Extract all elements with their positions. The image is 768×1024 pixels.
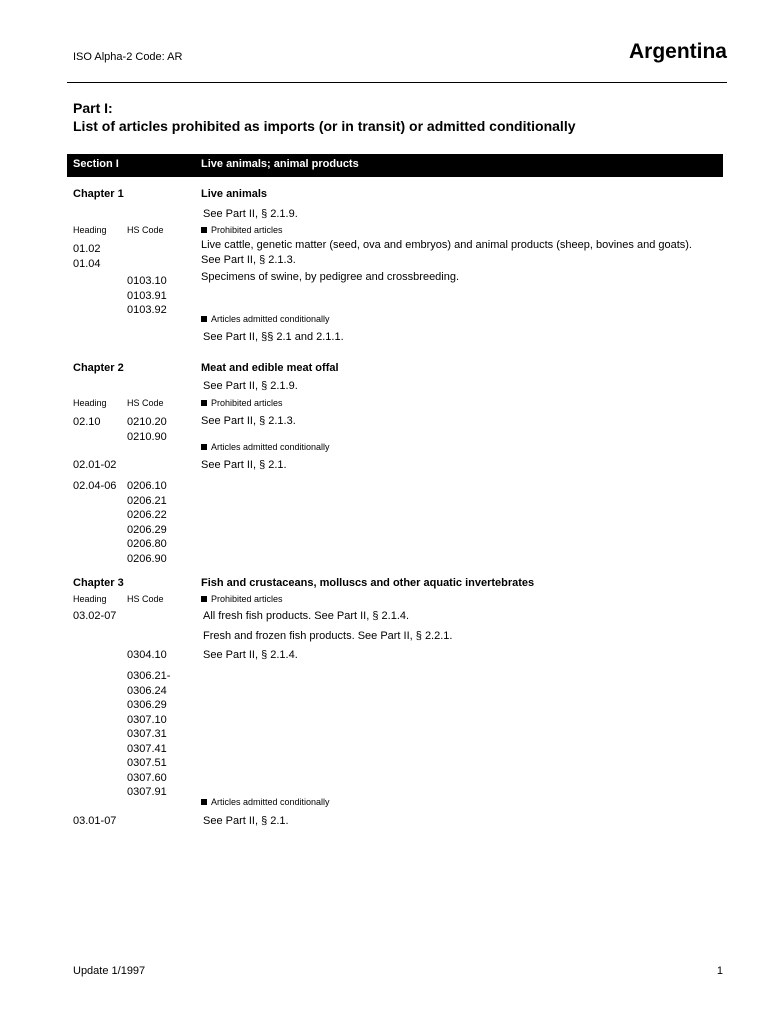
chapter-1-title: Live animals (201, 188, 268, 200)
hscode-col-label: HS Code (127, 594, 164, 604)
prohibited-label: Prohibited articles (201, 398, 283, 408)
chapter-3-heading-1: 03.02-07 (73, 610, 117, 622)
chapter-3-desc-2: Fresh and frozen fish products. See Part II, § 2.2.1. (203, 630, 453, 642)
chapter-3-heading-2: 03.01-07 (73, 815, 117, 827)
conditional-label: Articles admitted conditionally (201, 797, 330, 807)
chapter-3-desc-4: See Part II, § 2.1. (203, 815, 289, 827)
part-title: Part I: (73, 100, 113, 116)
chapter-3-desc-3: See Part II, § 2.1.4. (203, 649, 298, 661)
chapter-2-heading-1: 02.10 (73, 416, 101, 428)
square-bullet-icon (201, 799, 207, 805)
square-bullet-icon (201, 444, 207, 450)
square-bullet-icon (201, 227, 207, 233)
chapter-2-heading-3: 02.04-06 (73, 480, 117, 492)
chapter-3-code-single: 0304.10 (127, 649, 167, 661)
chapter-2-codes-1: 0210.20 0210.90 (127, 416, 167, 443)
square-bullet-icon (201, 400, 207, 406)
iso-code: ISO Alpha-2 Code: AR (73, 51, 183, 63)
country-title: Argentina (628, 40, 727, 63)
chapter-3-desc-1: All fresh fish products. See Part II, § 2.1.4. (203, 610, 410, 622)
chapter-2-codes-3: 0206.10 0206.21 0206.22 0206.29 0206.80 0206.90 (127, 480, 167, 565)
section-label: Section I (73, 158, 119, 170)
conditional-label: Articles admitted conditionally (201, 314, 330, 324)
chapter-2-desc-1: See Part II, § 2.1.3. (201, 415, 296, 427)
chapter-1-codes: 0103.10 0103.91 0103.92 (127, 275, 167, 316)
heading-col-label: Heading (73, 594, 107, 604)
chapter-3-codes-list: 0306.21- 0306.24 0306.29 0307.10 0307.31 0307.41 0307.51 0307.60 0307.91 (127, 670, 171, 798)
chapter-1-cond-see: See Part II, §§ 2.1 and 2.1.1. (203, 331, 344, 343)
chapter-1-headings: 01.02 01.04 (73, 243, 101, 270)
square-bullet-icon (201, 596, 207, 602)
prohibited-label: Prohibited articles (201, 225, 283, 235)
heading-col-label: Heading (73, 398, 107, 408)
chapter-2-title: Meat and edible meat offal (201, 362, 339, 374)
header-rule (67, 82, 727, 83)
chapter-1-desc-2: Specimens of swine, by pedigree and crossbreeding. (201, 271, 460, 283)
page-number: 1 (716, 965, 723, 977)
part-subtitle: List of articles prohibited as imports (or in transit) or admitted conditionally (73, 118, 576, 134)
chapter-2-label: Chapter 2 (73, 362, 124, 374)
hscode-col-label: HS Code (127, 398, 164, 408)
footer-update: Update 1/1997 (73, 965, 146, 977)
chapter-2-desc-2: See Part II, § 2.1. (201, 459, 287, 471)
chapter-2-heading-2: 02.01-02 (73, 459, 117, 471)
chapter-2-see: See Part II, § 2.1.9. (203, 380, 298, 392)
chapter-3-label: Chapter 3 (73, 577, 124, 589)
section-title: Live animals; animal products (201, 158, 359, 170)
chapter-1-label: Chapter 1 (73, 188, 124, 200)
chapter-1-desc-1: Live cattle, genetic matter (seed, ova and embryos) and animal products (sheep, bovines and goats). See Part II, § 2.1.3. (201, 239, 692, 266)
heading-col-label: Heading (73, 225, 107, 235)
section-bar (67, 154, 723, 177)
conditional-label: Articles admitted conditionally (201, 442, 330, 452)
chapter-1-see: See Part II, § 2.1.9. (203, 208, 298, 220)
hscode-col-label: HS Code (127, 225, 164, 235)
square-bullet-icon (201, 316, 207, 322)
prohibited-label: Prohibited articles (201, 594, 283, 604)
chapter-3-title: Fish and crustaceans, molluscs and other aquatic invertebrates (201, 577, 535, 589)
